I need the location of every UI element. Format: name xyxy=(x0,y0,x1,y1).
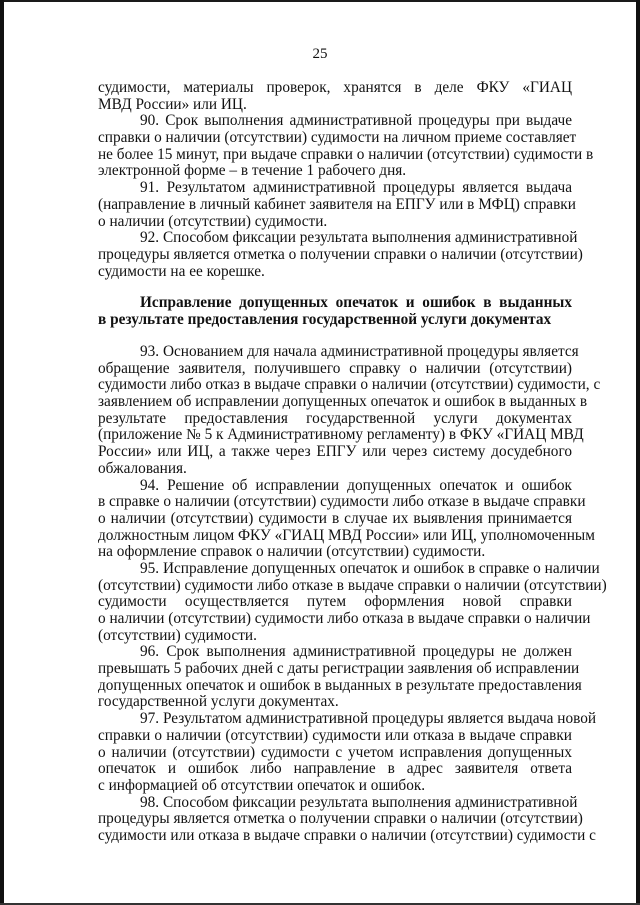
text-line: опечаток и ошибок либо направление в адрес заявителя ответа xyxy=(98,760,572,778)
text-line: на оформление справок о наличии (отсутствии) судимости. xyxy=(98,543,486,561)
paragraph-p90 xyxy=(98,112,594,180)
text-line: судимости на ее корешке. xyxy=(98,262,265,280)
text-line: должностным лицом ФКУ «ГИАЦ МВД России» или ИЦ, уполномоченным xyxy=(98,526,595,544)
text-line: 98. Способом фиксации результата выполнения административной xyxy=(140,793,578,811)
text-line: справки о наличии (отсутствии) судимости или отказа в выдаче справки xyxy=(98,726,572,744)
text-line: 96. Срок выполнения административной процедуры не должен xyxy=(140,643,572,661)
paragraph-p94 xyxy=(98,476,595,561)
text-line: не более 15 минут, при выдаче справки о наличии (отсутствии) судимости в xyxy=(98,145,594,163)
scan-border-right xyxy=(636,0,640,905)
text-line: о наличии (отсутствии) судимости либо отказа в выдаче справки о наличии xyxy=(98,610,591,627)
text-line: государственной услуги документах. xyxy=(98,693,339,711)
text-line: судимости или отказа в выдаче справки о наличии (отсутствии) судимости с xyxy=(98,826,596,844)
text-line: 97. Результатом административной процедуры является выдача новой xyxy=(140,710,597,728)
section-heading xyxy=(98,295,572,328)
scan-border-top xyxy=(0,0,640,2)
text-line: 93. Основанием для начала административной процедуры является xyxy=(140,343,579,360)
text-line: электронной форме – в течение 1 рабочего дня. xyxy=(98,162,407,180)
text-line: с информацией об отсутствии опечаток и ошибок. xyxy=(98,776,426,794)
text-line: обращение заявителя, получившего справку о наличии (отсутствии) xyxy=(98,359,572,377)
text-line: (приложение № 5 к Административному регламенту) в ФКУ «ГИАЦ МВД xyxy=(98,426,584,444)
paragraph-p97 xyxy=(98,710,597,794)
text-line: о наличии (отсутствии) судимости в случае их выявления принимается xyxy=(98,509,572,527)
text-line: судимости, материалы проверок, хранятся в деле ФКУ «ГИАЦ xyxy=(98,79,572,96)
text-line: превышать 5 рабочих дней с даты регистрации заявления об исправлении xyxy=(98,660,580,678)
paragraph-p91 xyxy=(98,179,576,230)
text-line: обжалования. xyxy=(98,459,187,477)
text-line: (отсутствии) судимости. xyxy=(98,626,257,644)
text-line: 92. Способом фиксации результата выполнения административной xyxy=(140,229,578,247)
paragraph-p98 xyxy=(98,793,596,845)
heading-line: в результате предоставления государственной услуги документах xyxy=(98,310,552,328)
text-line: о наличии (отсутствии) судимости. xyxy=(98,212,328,230)
text-line: справки о наличии (отсутствии) судимости на личном приеме составляет xyxy=(98,129,577,147)
text-line: (отсутствии) судимости либо отказе в выдаче справки о наличии (отсутствии) xyxy=(98,576,607,594)
paragraph-cont xyxy=(98,80,572,113)
text-line: 91. Результатом административной процедуры является выдача xyxy=(140,179,572,197)
text-line: (направление в личный кабинет заявителя на ЕПГУ или в МФЦ) справки xyxy=(98,195,576,213)
paragraph-p93 xyxy=(98,343,601,478)
heading-line: Исправление допущенных опечаток и ошибок в выданных xyxy=(140,294,572,311)
text-line: заявлением об исправлении допущенных опечаток и ошибок в выданных в xyxy=(98,393,588,411)
text-line: России» или ИЦ, а также через ЕПГУ или через систему досудебного xyxy=(98,443,572,461)
scan-border-left xyxy=(0,0,4,905)
top-paragraphs xyxy=(98,79,594,280)
text-line: процедуры является отметка о получении справки о наличии (отсутствии) xyxy=(98,810,583,828)
text-line: процедуры является отметка о получении справки о наличии (отсутствии) xyxy=(98,245,583,263)
text-line: 94. Решение об исправлении допущенных опечаток и ошибок xyxy=(140,476,572,494)
text-line: судимости либо отказ в выдаче справки о наличии (отсутствии) судимости, с xyxy=(98,376,601,394)
main-paragraphs xyxy=(98,343,607,845)
text-line: о наличии (отсутствии) судимости с учетом исправления допущенных xyxy=(98,743,572,761)
text-line: судимости осуществляется путем оформления новой справки xyxy=(98,593,572,611)
paragraph-p95 xyxy=(98,559,607,644)
text-line: допущенных опечаток и ошибок в выданных в результате предоставления xyxy=(98,676,582,694)
text-line: в справке о наличии (отсутствии) судимости либо отказе в выдаче справки xyxy=(98,493,586,511)
page-number: 25 xyxy=(312,46,328,62)
paragraph-p92 xyxy=(98,229,583,280)
text-line: 95. Исправление допущенных опечаток и ошибок в справке о наличии xyxy=(140,559,600,577)
paragraph-p96 xyxy=(98,643,582,711)
text-line: результате предоставления государственной услуги документах xyxy=(98,409,572,427)
text-line: МВД России» или ИЦ. xyxy=(98,95,247,113)
text-line: 90. Срок выполнения административной процедуры при выдаче xyxy=(140,112,572,130)
